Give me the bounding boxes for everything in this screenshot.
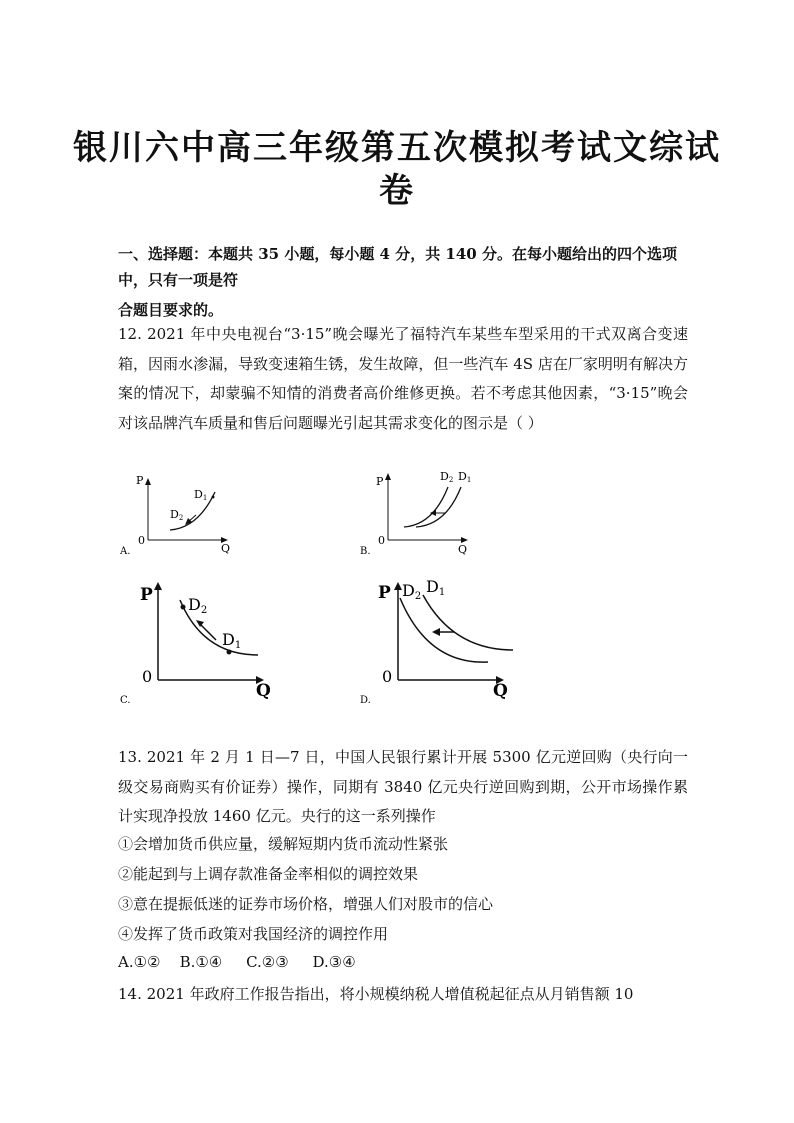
section-heading-line1: 一、选择题：本题共 35 小题，每小题 4 分，共 140 分。在每小题给出的四个选项中，只有一项是符 xyxy=(118,245,677,289)
graph-option-c xyxy=(118,570,288,710)
graph-option-b xyxy=(358,465,488,560)
svg-text:D2: D2 xyxy=(402,581,422,602)
svg-text:Q: Q xyxy=(493,681,508,701)
svg-text:D.: D. xyxy=(360,695,371,706)
svg-text:C.: C. xyxy=(120,695,131,706)
svg-text:D2: D2 xyxy=(440,470,454,484)
q13-item-3: ③意在提振低迷的证券市场价格，增强人们对股市的信心 xyxy=(118,895,494,913)
graph-option-a xyxy=(118,470,248,560)
axis-q-label: Q xyxy=(221,542,231,555)
svg-text:P: P xyxy=(376,475,384,488)
svg-text:0: 0 xyxy=(378,534,385,547)
q13-item-1: ①会增加货币供应量，缓解短期内货币流动性紧张 xyxy=(118,835,449,853)
origin-label: 0 xyxy=(138,534,145,547)
svg-text:D2: D2 xyxy=(170,508,184,522)
graph-option-d xyxy=(358,570,528,710)
svg-text:D1: D1 xyxy=(426,577,446,598)
question-13-text: 13. 2021 年 2 月 1 日—7 日，中国人民银行累计开展 5300 亿元逆回购（央行向一级交易商购买有价证券）操作，同期有 3840 亿元央行逆回购到期，公开市场操作累计实现净投放 1460 亿元。央行的这一系列操作 xyxy=(118,748,688,825)
q13-item-2: ②能起到与上调存款准备金率相似的调控效果 xyxy=(118,865,419,883)
svg-text:Q: Q xyxy=(256,681,271,701)
axis-p-label: P xyxy=(136,474,144,487)
svg-text:0: 0 xyxy=(382,667,393,686)
document-title-continued: 卷 xyxy=(379,171,415,211)
q13-options: A.①② B.①④ C.②③ D.③④ xyxy=(118,953,356,971)
question-14-text: 14. 2021 年政府工作报告指出，将小规模纳税人增值税起征点从月销售额 10 xyxy=(118,985,634,1003)
question-12-text: 12. 2021 年中央电视台“3·15”晚会曝光了福特汽车某些车型采用的干式双离合变速箱，因雨水渗漏，导致变速箱生锈，发生故障，但一些汽车 4S 店在厂家明明有解决方案的情况下，却蒙骗不知情的消费者高价维修更换。若不考虑其他因素，“3·15”晚会对该品牌汽车质量和售后问题曝光引起其需求变化的图示是（ ） xyxy=(118,325,688,432)
section-heading-line2: 合题目要求的。 xyxy=(118,301,224,319)
document-title: 银川六中高三年级第五次模拟考试文综试 xyxy=(73,128,721,168)
svg-text:P: P xyxy=(140,585,153,605)
section-heading xyxy=(118,241,688,323)
svg-text:P: P xyxy=(378,583,391,603)
svg-text:D1: D1 xyxy=(458,470,472,484)
svg-text:D2: D2 xyxy=(188,595,208,616)
svg-text:Q: Q xyxy=(458,543,468,556)
svg-text:D1: D1 xyxy=(222,630,242,651)
svg-text:B.: B. xyxy=(360,546,371,557)
svg-text:0: 0 xyxy=(142,667,153,686)
option-label: A. xyxy=(120,546,131,557)
svg-text:D1: D1 xyxy=(194,488,208,502)
q13-item-4: ④发挥了货币政策对我国经济的调控作用 xyxy=(118,925,389,943)
